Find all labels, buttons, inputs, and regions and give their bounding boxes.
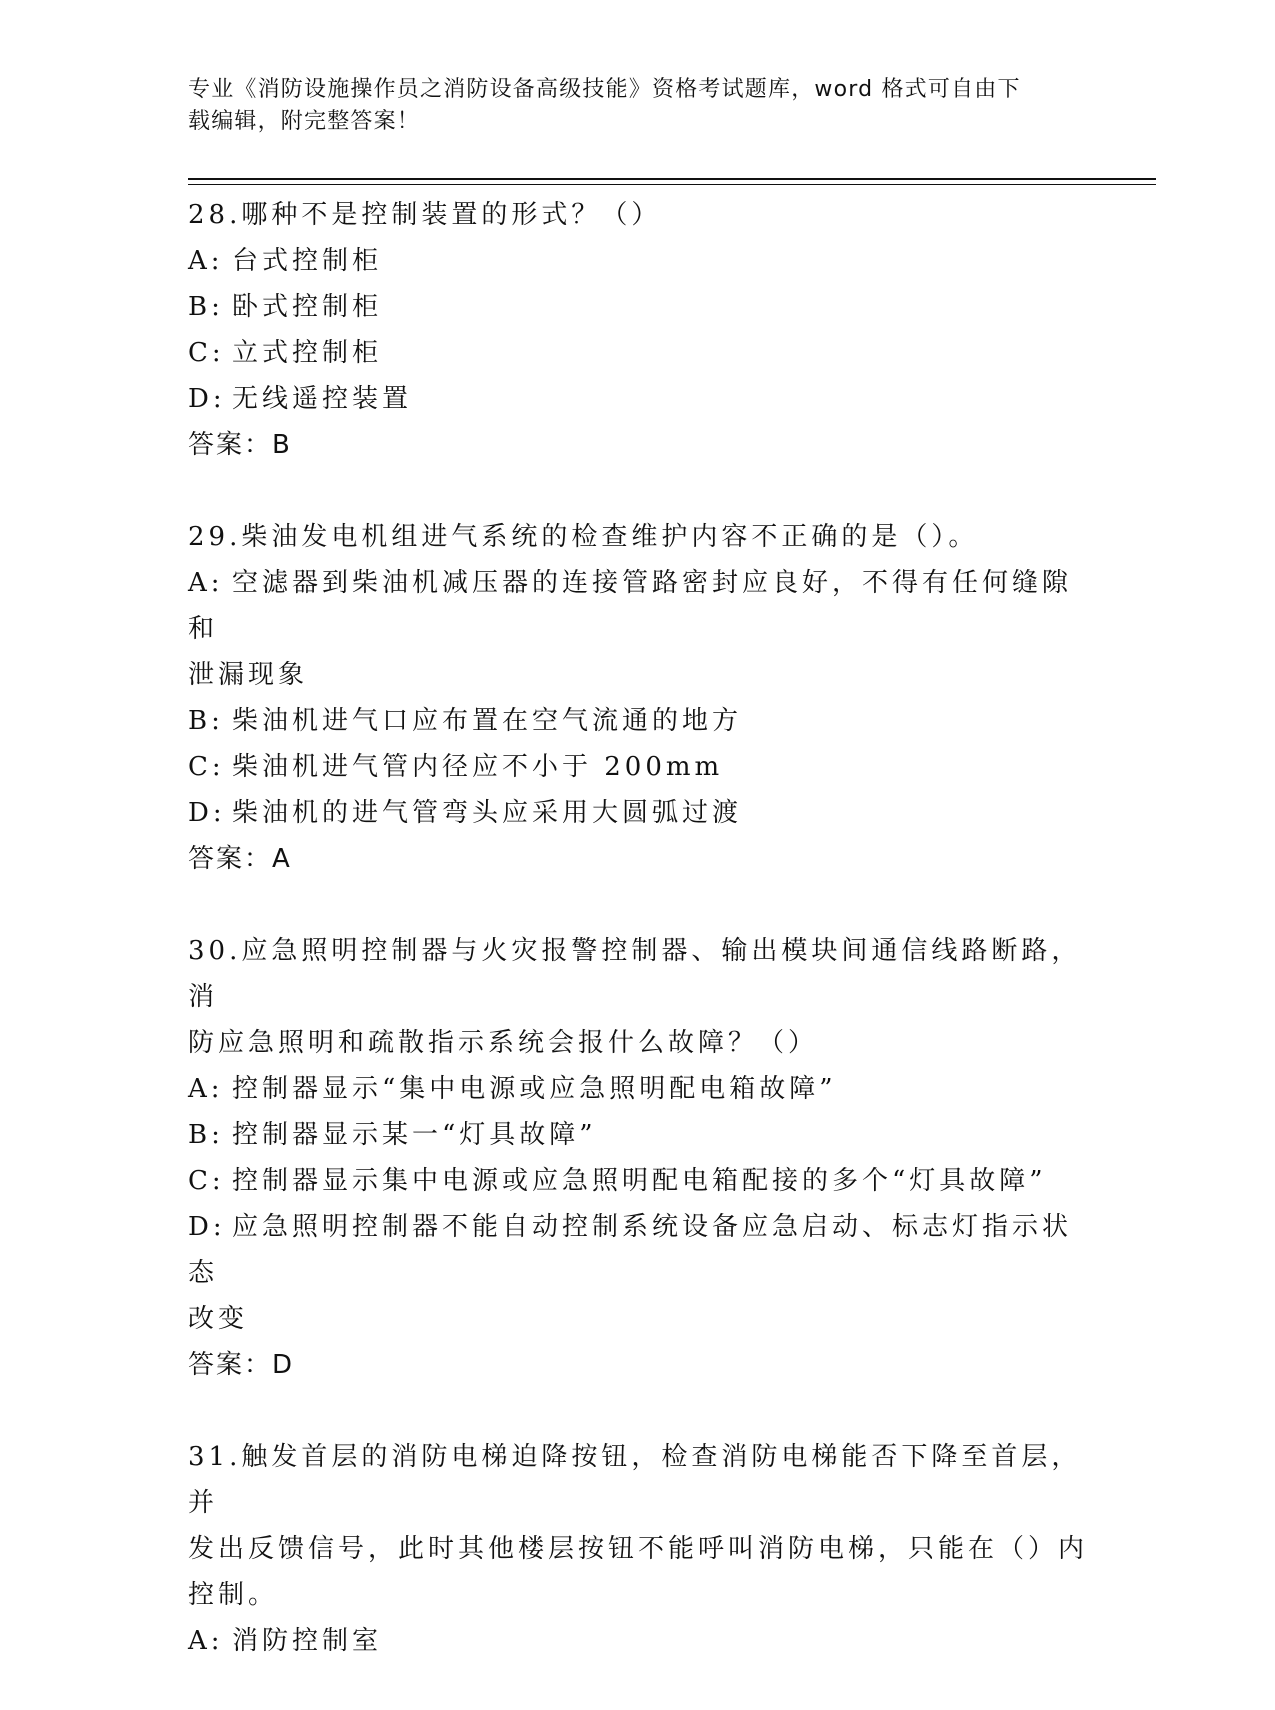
option-line xyxy=(188,698,1088,744)
header-line-2: 载编辑，附完整答案！ xyxy=(188,109,421,134)
question-stem: 发出反馈信号，此时其他楼层按钮不能呼叫消防电梯，只能在（）内 xyxy=(188,1534,1089,1564)
option-label: B: xyxy=(188,1120,224,1150)
option-line xyxy=(188,1112,1088,1158)
document-header xyxy=(188,74,1068,138)
option-label: A: xyxy=(188,1074,224,1104)
option-line xyxy=(188,1618,1088,1664)
option-text: 空滤器到柴油机减压器的连接管路密封应良好，不得有任何缝隙和 xyxy=(188,568,1073,644)
option-line xyxy=(188,1066,1088,1112)
option-text: 消防控制室 xyxy=(232,1626,383,1656)
option-line xyxy=(188,376,1088,422)
answer-line: 答案：A xyxy=(188,844,292,874)
option-line xyxy=(188,1296,1088,1342)
option-label: A: xyxy=(188,568,224,598)
question-stem: 28.哪种不是控制装置的形式？（） xyxy=(188,200,662,230)
option-text-continued: 改变 xyxy=(188,1304,249,1334)
option-text: 台式控制柜 xyxy=(232,246,383,276)
option-label: A: xyxy=(188,1626,224,1656)
answer-line: 答案：B xyxy=(188,430,292,460)
option-label: C: xyxy=(188,338,225,368)
option-label: B: xyxy=(188,706,224,736)
option-label: B: xyxy=(188,292,224,322)
option-line xyxy=(188,1158,1088,1204)
question-list xyxy=(188,192,1088,1710)
option-text: 柴油机进气管内径应不小于 200mm xyxy=(232,752,724,782)
option-label: D: xyxy=(188,384,226,414)
question-block xyxy=(188,192,1088,468)
option-line xyxy=(188,560,1088,652)
option-text: 卧式控制柜 xyxy=(232,292,383,322)
option-label: D: xyxy=(188,1212,226,1242)
option-label: C: xyxy=(188,752,225,782)
answer-line: 答案：D xyxy=(188,1350,295,1380)
option-text: 柴油机进气口应布置在空气流通的地方 xyxy=(232,706,743,736)
option-label: D: xyxy=(188,798,226,828)
option-label: A: xyxy=(188,246,224,276)
header-line-1: 专业《消防设施操作员之消防设备高级技能》资格考试题库，word 格式可自由下 xyxy=(188,77,1021,102)
option-label: C: xyxy=(188,1166,225,1196)
option-line xyxy=(188,652,1088,698)
option-line xyxy=(188,790,1088,836)
option-text: 控制器显示某一“灯具故障” xyxy=(232,1120,597,1150)
header-divider-thick xyxy=(188,178,1156,180)
option-line xyxy=(188,744,1088,790)
option-text: 控制器显示集中电源或应急照明配电箱配接的多个“灯具故障” xyxy=(232,1166,1047,1196)
option-line xyxy=(188,284,1088,330)
header-divider-thin xyxy=(188,184,1156,185)
question-block xyxy=(188,928,1088,1388)
option-text: 应急照明控制器不能自动控制系统设备应急启动、标志灯指示状态 xyxy=(188,1212,1073,1288)
question-block xyxy=(188,514,1088,882)
question-stem: 控制。 xyxy=(188,1580,279,1610)
option-text-continued: 泄漏现象 xyxy=(188,660,309,690)
question-stem: 30.应急照明控制器与火灾报警控制器、输出模块间通信线路断路，消 xyxy=(188,936,1082,1012)
option-line xyxy=(188,330,1088,376)
question-stem: 防应急照明和疏散指示系统会报什么故障？（） xyxy=(188,1028,819,1058)
question-stem: 31.触发首层的消防电梯迫降按钮，检查消防电梯能否下降至首层，并 xyxy=(188,1442,1082,1518)
option-line xyxy=(188,238,1088,284)
question-block xyxy=(188,1434,1088,1664)
option-text: 柴油机的进气管弯头应采用大圆弧过渡 xyxy=(232,798,743,828)
question-stem: 29.柴油发电机组进气系统的检查维护内容不正确的是（）。 xyxy=(188,522,979,552)
option-text: 无线遥控装置 xyxy=(232,384,413,414)
option-line xyxy=(188,1204,1088,1296)
option-text: 立式控制柜 xyxy=(232,338,383,368)
option-text: 控制器显示“集中电源或应急照明配电箱故障” xyxy=(232,1074,837,1104)
